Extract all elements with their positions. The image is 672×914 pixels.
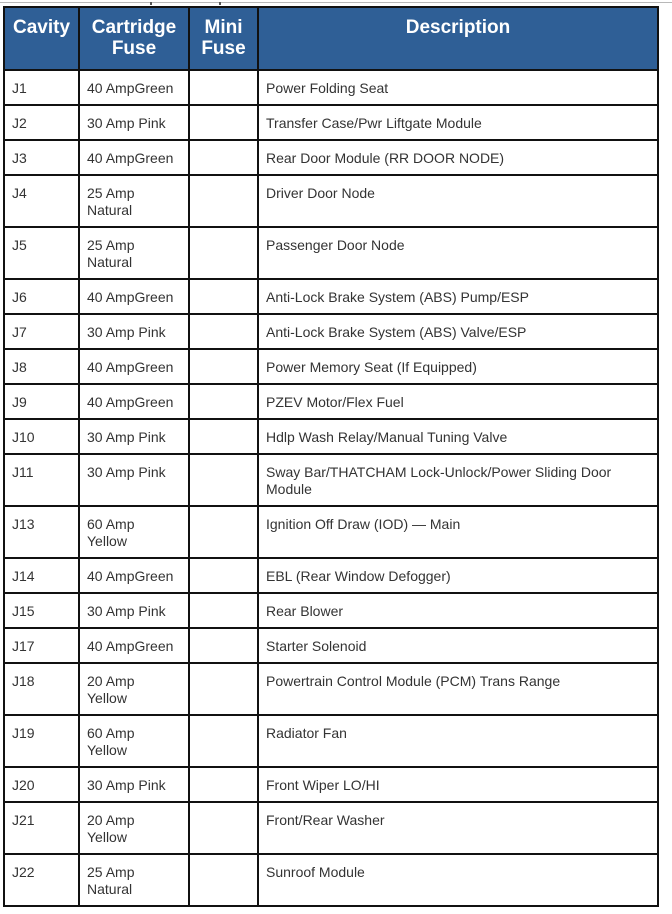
cavity-value: J4 [12, 185, 27, 201]
table-row [4, 70, 658, 105]
top-rule [0, 2, 672, 3]
table-row [4, 419, 658, 454]
cavity-cell [4, 506, 79, 558]
cavity-cell [4, 715, 79, 767]
mini-fuse-cell [189, 314, 258, 349]
header-cartridge-fuse [79, 7, 189, 70]
header-mini-label-2: Fuse [201, 38, 246, 59]
mini-fuse-cell [189, 506, 258, 558]
description-cell [258, 802, 658, 854]
description-cell [258, 628, 658, 663]
cavity-value: J7 [12, 324, 27, 340]
cavity-value: J2 [12, 115, 27, 131]
cartridge-fuse-value: 40 AmpGreen [87, 394, 174, 410]
mini-fuse-cell [189, 105, 258, 140]
cavity-value: J18 [12, 673, 35, 689]
description-value: Starter Solenoid [266, 638, 367, 654]
description-cell [258, 767, 658, 802]
table-row [4, 802, 658, 854]
cavity-cell [4, 384, 79, 419]
table-header-row [4, 7, 658, 70]
cartridge-fuse-cell [79, 349, 189, 384]
cartridge-fuse-cell [79, 419, 189, 454]
cartridge-fuse-value: 20 Amp [87, 673, 135, 689]
mini-fuse-cell [189, 715, 258, 767]
cavity-cell [4, 628, 79, 663]
header-cavity [4, 7, 79, 70]
mini-fuse-cell [189, 175, 258, 227]
header-mini-fuse [189, 7, 258, 70]
cartridge-fuse-cell [79, 558, 189, 593]
cavity-cell [4, 593, 79, 628]
cartridge-fuse-cell [79, 140, 189, 175]
table-row [4, 140, 658, 175]
cavity-value: J6 [12, 289, 27, 305]
cartridge-fuse-cell [79, 854, 189, 906]
description-value: Rear Door Module (RR DOOR NODE) [266, 150, 505, 166]
cartridge-fuse-color: Natural [87, 202, 133, 218]
header-cavity-label: Cavity [12, 17, 71, 38]
cartridge-fuse-value: 30 Amp Pink [87, 429, 166, 445]
description-value: Anti-Lock Brake System (ABS) Pump/ESP [266, 289, 529, 305]
cartridge-fuse-value: 30 Amp Pink [87, 115, 166, 131]
cavity-value: J3 [12, 150, 27, 166]
cavity-cell [4, 854, 79, 906]
description-cell [258, 70, 658, 105]
description-cell [258, 454, 658, 506]
cavity-cell [4, 227, 79, 279]
cartridge-fuse-cell [79, 506, 189, 558]
description-value: Ignition Off Draw (IOD) — Main [266, 516, 461, 532]
cartridge-fuse-color: Natural [87, 881, 133, 897]
cartridge-fuse-cell [79, 663, 189, 715]
fuse-table [3, 6, 659, 907]
mini-fuse-cell [189, 454, 258, 506]
description-value: Front/Rear Washer [266, 812, 385, 828]
header-cartridge-label-1: Cartridge [91, 17, 177, 38]
mini-fuse-cell [189, 349, 258, 384]
description-value: Sway Bar/THATCHAM Lock-Unlock/Power Sliding Door Module [266, 464, 612, 497]
cavity-cell [4, 140, 79, 175]
cavity-cell [4, 419, 79, 454]
description-cell [258, 105, 658, 140]
description-cell [258, 175, 658, 227]
description-value: Sunroof Module [266, 864, 365, 880]
mini-fuse-cell [189, 279, 258, 314]
cavity-cell [4, 349, 79, 384]
description-cell [258, 349, 658, 384]
description-cell [258, 854, 658, 906]
cartridge-fuse-value: 40 AmpGreen [87, 568, 174, 584]
table-row [4, 349, 658, 384]
cartridge-fuse-cell [79, 175, 189, 227]
description-cell [258, 314, 658, 349]
table-row [4, 175, 658, 227]
mini-fuse-cell [189, 628, 258, 663]
cartridge-fuse-cell [79, 105, 189, 140]
cartridge-fuse-cell [79, 70, 189, 105]
cavity-cell [4, 175, 79, 227]
cavity-value: J8 [12, 359, 27, 375]
description-value: Transfer Case/Pwr Liftgate Module [266, 115, 482, 131]
description-value: Powertrain Control Module (PCM) Trans Range [266, 673, 561, 689]
cavity-cell [4, 70, 79, 105]
table-row [4, 767, 658, 802]
cartridge-fuse-color: Natural [87, 254, 133, 270]
cartridge-fuse-color: Yellow [87, 829, 127, 845]
cavity-cell [4, 279, 79, 314]
cartridge-fuse-cell [79, 767, 189, 802]
description-value: Driver Door Node [266, 185, 375, 201]
cavity-value: J13 [12, 516, 35, 532]
cavity-cell [4, 314, 79, 349]
description-value: Power Folding Seat [266, 80, 389, 96]
cavity-value: J11 [12, 464, 34, 480]
description-cell [258, 227, 658, 279]
cartridge-fuse-color: Yellow [87, 742, 127, 758]
description-value: Power Memory Seat (If Equipped) [266, 359, 477, 375]
description-value: PZEV Motor/Flex Fuel [266, 394, 404, 410]
header-description [258, 7, 658, 70]
cavity-cell [4, 802, 79, 854]
cavity-value: J5 [12, 237, 27, 253]
cartridge-fuse-cell [79, 802, 189, 854]
cavity-value: J9 [12, 394, 27, 410]
cavity-value: J20 [12, 777, 35, 793]
description-value: Front Wiper LO/HI [266, 777, 380, 793]
cartridge-fuse-cell [79, 454, 189, 506]
cartridge-fuse-value: 40 AmpGreen [87, 638, 174, 654]
mini-fuse-cell [189, 593, 258, 628]
cavity-cell [4, 767, 79, 802]
cavity-cell [4, 558, 79, 593]
header-cartridge-label-2: Fuse [111, 38, 157, 59]
table-row [4, 715, 658, 767]
cartridge-fuse-value: 20 Amp [87, 812, 135, 828]
description-cell [258, 506, 658, 558]
mini-fuse-cell [189, 70, 258, 105]
description-value: Radiator Fan [266, 725, 347, 741]
cartridge-fuse-cell [79, 715, 189, 767]
table-row [4, 279, 658, 314]
table-row [4, 558, 658, 593]
cavity-cell [4, 663, 79, 715]
cavity-value: J1 [12, 80, 27, 96]
table-row [4, 506, 658, 558]
cartridge-fuse-value: 25 Amp [87, 185, 135, 201]
cartridge-fuse-cell [79, 227, 189, 279]
cartridge-fuse-cell [79, 628, 189, 663]
mini-fuse-cell [189, 854, 258, 906]
description-cell [258, 279, 658, 314]
table-row [4, 628, 658, 663]
description-value: Rear Blower [266, 603, 344, 619]
cavity-value: J10 [12, 429, 35, 445]
description-value: EBL (Rear Window Defogger) [266, 568, 451, 584]
cartridge-fuse-value: 40 AmpGreen [87, 150, 174, 166]
mini-fuse-cell [189, 663, 258, 715]
cartridge-fuse-cell [79, 279, 189, 314]
description-cell [258, 593, 658, 628]
cartridge-fuse-value: 30 Amp Pink [87, 603, 166, 619]
table-row [4, 105, 658, 140]
description-value: Passenger Door Node [266, 237, 405, 253]
cartridge-fuse-color: Yellow [87, 690, 127, 706]
description-value: Anti-Lock Brake System (ABS) Valve/ESP [266, 324, 527, 340]
cartridge-fuse-cell [79, 384, 189, 419]
description-value: Hdlp Wash Relay/Manual Tuning Valve [266, 429, 508, 445]
table-body [4, 70, 658, 906]
mini-fuse-cell [189, 767, 258, 802]
table-row [4, 384, 658, 419]
description-cell [258, 419, 658, 454]
cartridge-fuse-value: 60 Amp [87, 516, 135, 532]
header-description-label: Description [405, 17, 511, 38]
cavity-value: J21 [12, 812, 35, 828]
description-cell [258, 715, 658, 767]
description-cell [258, 384, 658, 419]
cartridge-fuse-value: 60 Amp [87, 725, 135, 741]
cavity-value: J15 [12, 603, 35, 619]
mini-fuse-cell [189, 227, 258, 279]
cartridge-fuse-value: 40 AmpGreen [87, 80, 174, 96]
header-mini-label-1: Mini [204, 17, 243, 38]
table-row [4, 454, 658, 506]
mini-fuse-cell [189, 419, 258, 454]
table-row [4, 593, 658, 628]
cartridge-fuse-cell [79, 593, 189, 628]
table-row [4, 854, 658, 906]
cartridge-fuse-value: 25 Amp [87, 237, 135, 253]
cavity-value: J22 [12, 864, 35, 880]
cartridge-fuse-color: Yellow [87, 533, 127, 549]
cartridge-fuse-value: 40 AmpGreen [87, 359, 174, 375]
cartridge-fuse-value: 25 Amp [87, 864, 135, 880]
cartridge-fuse-value: 40 AmpGreen [87, 289, 174, 305]
top-rule-tick [219, 2, 221, 5]
table-row [4, 227, 658, 279]
mini-fuse-cell [189, 384, 258, 419]
mini-fuse-cell [189, 140, 258, 175]
cavity-cell [4, 454, 79, 506]
cavity-cell [4, 105, 79, 140]
description-cell [258, 663, 658, 715]
cartridge-fuse-value: 30 Amp Pink [87, 324, 166, 340]
table-row [4, 663, 658, 715]
mini-fuse-cell [189, 802, 258, 854]
cartridge-fuse-value: 30 Amp Pink [87, 777, 166, 793]
table-row [4, 314, 658, 349]
cavity-value: J14 [12, 568, 35, 584]
cavity-value: J19 [12, 725, 35, 741]
description-cell [258, 140, 658, 175]
cartridge-fuse-cell [79, 314, 189, 349]
top-rule-tick [150, 2, 152, 5]
cavity-value: J17 [12, 638, 35, 654]
mini-fuse-cell [189, 558, 258, 593]
cartridge-fuse-value: 30 Amp Pink [87, 464, 166, 480]
description-cell [258, 558, 658, 593]
